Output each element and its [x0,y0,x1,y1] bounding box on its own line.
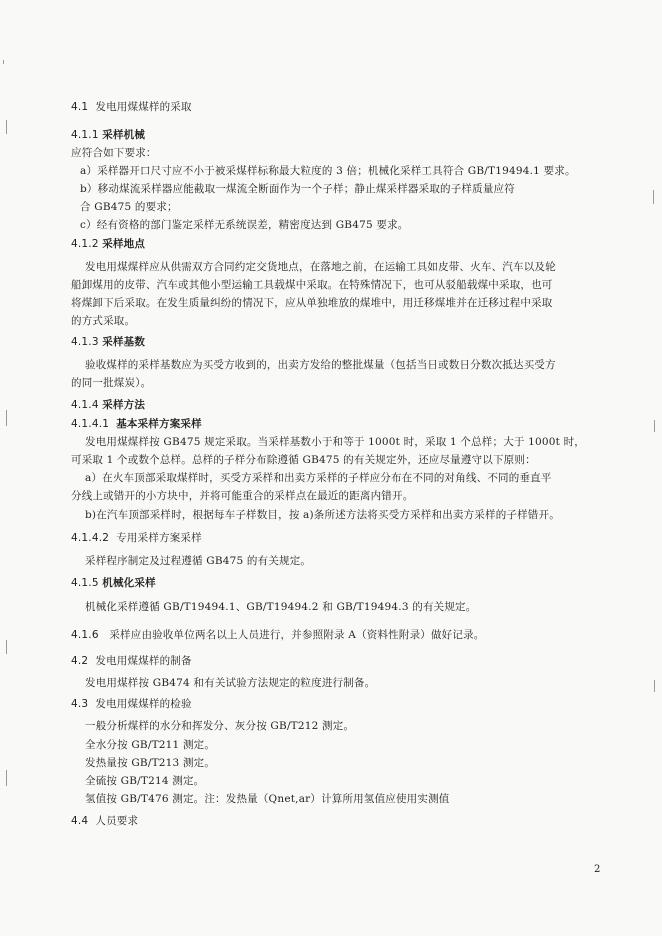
list-item-c: c）经有资格的部门鉴定采样无系统误差，精密度达到 GB475 要求。 [80,219,409,231]
page-number: 2 [594,864,601,875]
paragraph-line: 的方式采取。 [71,315,136,327]
paragraph-line: 采样程序制定及过程遵循 GB475 的有关规定。 [85,555,312,567]
list-item: 全水分按 GB/T211 测定。 [85,739,216,751]
scan-mark [3,60,4,64]
scan-mark [654,680,655,692]
scan-mark [6,410,7,426]
paragraph-line: 可采取 1 个或数个总样。总样的子样分布除遵循 GB475 的有关规定外，还应尽量遵守以下原则： [71,454,536,466]
scan-mark [6,120,7,134]
scan-mark [6,770,7,786]
scan-mark [653,190,654,204]
paragraph-line: 船卸煤用的皮带、汽车或其他小型运输工具载煤中采取。在特殊情况下，也可从驳船载煤中采取，也可 [71,279,553,291]
list-item-b: b）移动煤流采样器应能截取一煤流全断面作为一个子样；静止煤采样器采取的子样质量应符 [80,183,515,195]
section-4-1-heading: 4.1 发电用煤煤样的采取 [71,101,192,113]
list-item: 氢值按 GB/T476 测定。注：发热量（Qnet,ar）计算所用氢值应使用实测值 [85,793,450,805]
paragraph-line: 应符合如下要求： [71,147,157,159]
section-4-1-6: 4.1.6 采样应由验收单位两名以上人员进行，并参照附录 A（资料性附录）做好记录。 [71,629,485,641]
section-4-4-heading: 4.4 人员要求 [71,815,139,827]
section-4-1-3-heading: 4.1.3 采样基数 [71,336,146,348]
list-item-a: a）采样器开口尺寸应不小于被采煤样标称最大粒度的 3 倍；机械化采样工具符合 GB/T19494.1 要求。 [80,165,576,177]
list-item: 一般分析煤样的水分和挥发分、灰分按 GB/T212 测定。 [85,720,355,732]
section-4-3-heading: 4.3 发电用煤煤样的检验 [71,698,192,710]
paragraph-line: 发电用煤样按 GB474 和有关试验方法规定的粒度进行制备。 [85,677,376,689]
list-item-b: b)在汽车顶部采样时，根据每车子样数目，按 a)条所述方法将买受方采样和出卖方采样的子样错开。 [85,509,560,521]
list-item-a-cont: 分线上或错开的小方块中，并将可能重合的采样点在最近的距离内错开。 [71,490,414,502]
paragraph-line: 发电用煤煤样应从供需双方合同约定交货地点，在落地之前，在运输工具如皮带、火车、汽车以及轮 [85,261,556,273]
list-item: 发热量按 GB/T213 测定。 [85,757,216,769]
paragraph-line: 的同一批煤炭）。 [71,377,152,389]
paragraph-line: 将煤卸下后采取。在发生质量纠纷的情况下，应从单独堆放的煤堆中，用迁移煤堆并在迁移过程中采取 [71,297,553,309]
scan-mark [6,640,7,654]
paragraph-line: 验收煤样的采样基数应为买受方收到的，出卖方发给的整批煤量（包括当日或数日分数次抵达买受方 [85,359,556,371]
list-item-a: a）在火车顶部采取煤样时，买受方采样和出卖方采样的子样应分布在不同的对角线、不同的垂直平 [85,472,552,484]
section-4-1-5-heading: 4.1.5 机械化采样 [71,577,156,589]
scan-mark [654,420,655,432]
list-item: 全硫按 GB/T214 测定。 [85,775,205,787]
paragraph-line: 机械化采样遵循 GB/T19494.1、GB/T19494.2 和 GB/T19494.3 的有关规定。 [85,601,477,613]
section-4-1-4-heading: 4.1.4 采样方法 [71,399,146,411]
section-4-1-4-2-heading: 4.1.4.2 专用采样方案采样 [71,532,202,544]
section-4-2-heading: 4.2 发电用煤煤样的制备 [71,655,192,667]
section-4-1-4-1-heading: 4.1.4.1 基本采样方案采样 [71,418,202,430]
list-item-b-cont: 合 GB475 的要求； [80,201,178,213]
section-4-1-2-heading: 4.1.2 采样地点 [71,238,146,250]
section-4-1-1-heading: 4.1.1 采样机械 [71,129,146,141]
paragraph-line: 发电用煤煤样按 GB475 规定采取。当采样基数小于和等于 1000t 时，采取 1 个总样；大于 1000t 时， [85,436,586,448]
